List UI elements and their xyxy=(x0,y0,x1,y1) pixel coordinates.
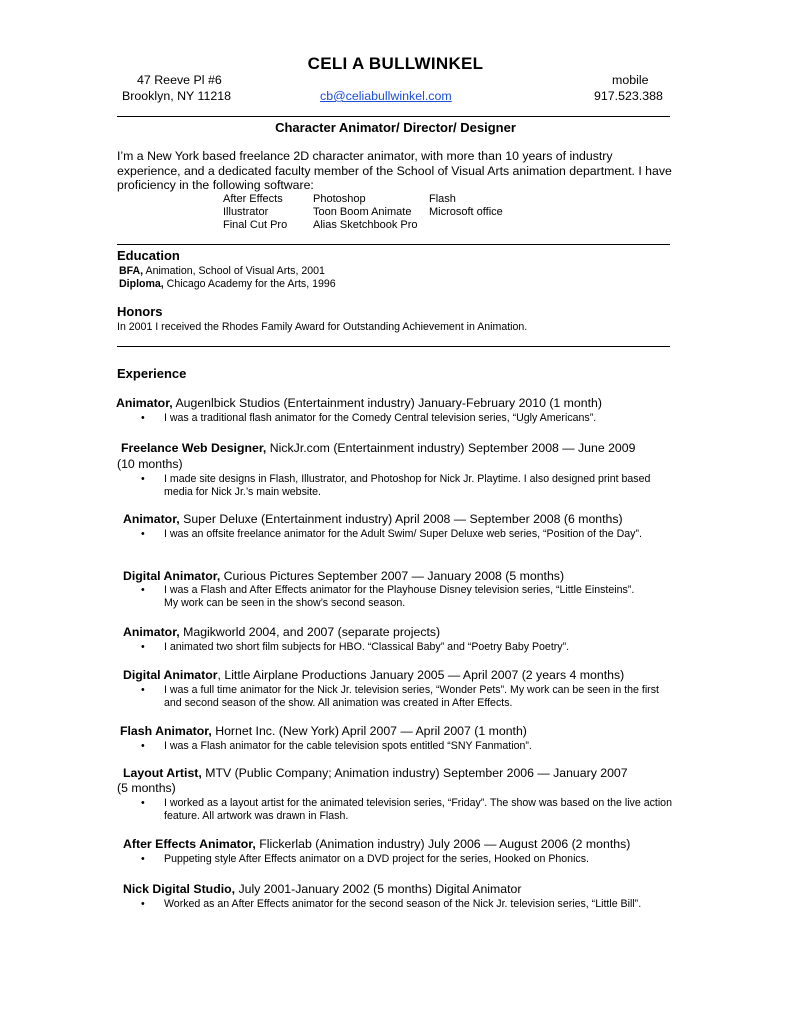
job-title-line xyxy=(120,724,527,738)
job-role: Freelance Web Designer, xyxy=(121,441,267,455)
phone-number: 917.523.388 xyxy=(594,89,663,103)
job-detail: Curious Pictures September 2007 — January 2008 (5 months) xyxy=(220,569,565,583)
job-role: After Effects Animator, xyxy=(123,837,256,851)
job-detail: Super Deluxe (Entertainment industry) April 2008 — September 2008 (6 months) xyxy=(179,512,623,526)
job-title-line xyxy=(121,441,635,455)
section-divider xyxy=(117,244,670,245)
job-bullet: • I worked as a layout artist for the animated television series, “Friday”. The show was based on the live action feature. All artwork was drawn in Flash. xyxy=(141,797,672,823)
job-detail: Augenlbick Studios (Entertainment industry) January-February 2010 (1 month) xyxy=(172,396,602,410)
software-item: After Effects xyxy=(223,193,283,205)
job-bullet: • I animated two short film subjects for HBO. “Classical Baby” and “Poetry Baby Poetry”. xyxy=(141,641,570,653)
job-title-line xyxy=(123,882,521,896)
job-role: Digital Animator xyxy=(123,668,218,682)
education-item xyxy=(119,265,325,277)
job-detail: , Little Airplane Productions January 2005 — April 2007 (2 years 4 months) xyxy=(217,668,625,682)
honors-heading: Honors xyxy=(117,304,163,319)
address-line-2: Brooklyn, NY 11218 xyxy=(122,89,232,103)
job-detail: Magikworld 2004, and 2007 (separate projects) xyxy=(179,625,441,639)
job-detail: MTV (Public Company; Animation industry) September 2006 — January 2007 xyxy=(201,766,628,780)
job-bullet: • Puppeting style After Effects animator on a DVD project for the series, Hooked on Phonics. xyxy=(141,853,589,865)
job-bullet: • I was a Flash and After Effects animator for the Playhouse Disney television series, “Little Einsteins”. My work can be seen in the show’s second season. xyxy=(141,584,635,610)
software-item: Final Cut Pro xyxy=(223,219,288,231)
job-bullet: • I made site designs in Flash, Illustrator, and Photoshop for Nick Jr. Playtime. I also designed print based media for Nick Jr.’s main website. xyxy=(141,473,651,499)
job-detail-cont: (5 months) xyxy=(117,781,176,795)
job-bullet: • I was a full time animator for the Nick Jr. television series, “Wonder Pets”. My work can be seen in the first and second season of the show. All animation was created in After Effects. xyxy=(141,684,659,710)
job-role: Nick Digital Studio, xyxy=(123,882,236,896)
job-title-line xyxy=(116,396,602,410)
job-detail: Flickerlab (Animation industry) July 2006 — August 2006 (2 months) xyxy=(255,837,631,851)
software-item: Alias Sketchbook Pro xyxy=(313,219,418,231)
job-role: Animator, xyxy=(123,625,180,639)
degree-detail: Animation, School of Visual Arts, 2001 xyxy=(143,265,325,277)
job-title-line xyxy=(123,837,630,851)
resume-name: CELI A BULLWINKEL xyxy=(307,54,484,73)
education-item xyxy=(119,278,336,290)
job-title-line xyxy=(123,569,564,583)
phone-label: mobile xyxy=(612,73,649,87)
job-detail-cont: (10 months) xyxy=(117,457,183,471)
software-item: Microsoft office xyxy=(429,206,503,218)
intro-paragraph: I’m a New York based freelance 2D character animator, with more than 10 years of industry experience, and a dedicated faculty member of the School of Visual Arts animation department. I have proficiency in the following software: xyxy=(117,149,672,193)
address-line-1: 47 Reeve Pl #6 xyxy=(137,73,222,87)
job-role: Flash Animator, xyxy=(120,724,212,738)
job-title-line xyxy=(123,766,628,780)
software-item: Toon Boom Animate xyxy=(313,206,412,218)
header-divider xyxy=(117,116,670,117)
job-role: Animator, xyxy=(123,512,180,526)
job-bullet: • I was a Flash animator for the cable television spots entitled “SNY Fanmation”. xyxy=(141,740,532,752)
job-bullet: • I was an offsite freelance animator for the Adult Swim/ Super Deluxe web series, “Position of the Day”. xyxy=(141,528,642,540)
software-item: Illustrator xyxy=(223,206,269,218)
job-role: Digital Animator, xyxy=(123,569,221,583)
education-heading: Education xyxy=(117,248,180,263)
degree-name: Diploma, xyxy=(119,278,164,290)
job-bullet: • I was a traditional flash animator for the Comedy Central television series, “Ugly Americans”. xyxy=(141,412,597,424)
degree-name: BFA, xyxy=(119,265,144,277)
software-item: Photoshop xyxy=(313,193,366,205)
job-detail: NickJr.com (Entertainment industry) September 2008 — June 2009 xyxy=(266,441,636,455)
job-bullet: • Worked as an After Effects animator for the second season of the Nick Jr. television series, “Little Bill”. xyxy=(141,898,642,910)
software-item: Flash xyxy=(429,193,456,205)
job-detail: July 2001-January 2002 (5 months) Digital Animator xyxy=(235,882,522,896)
tagline: Character Animator/ Director/ Designer xyxy=(275,120,516,135)
job-title-line xyxy=(123,668,624,682)
job-role: Animator, xyxy=(116,396,173,410)
degree-detail: Chicago Academy for the Arts, 1996 xyxy=(163,278,336,290)
experience-heading: Experience xyxy=(117,366,187,381)
job-title-line xyxy=(123,625,440,639)
job-title-line xyxy=(123,512,623,526)
job-role: Layout Artist, xyxy=(123,766,202,780)
email-link[interactable]: cb@celiabullwinkel.com xyxy=(320,89,452,103)
job-detail: Hornet Inc. (New York) April 2007 — April 2007 (1 month) xyxy=(211,724,527,738)
section-divider xyxy=(117,346,670,347)
honors-text: In 2001 I received the Rhodes Family Award for Outstanding Achievement in Animation. xyxy=(117,321,528,333)
